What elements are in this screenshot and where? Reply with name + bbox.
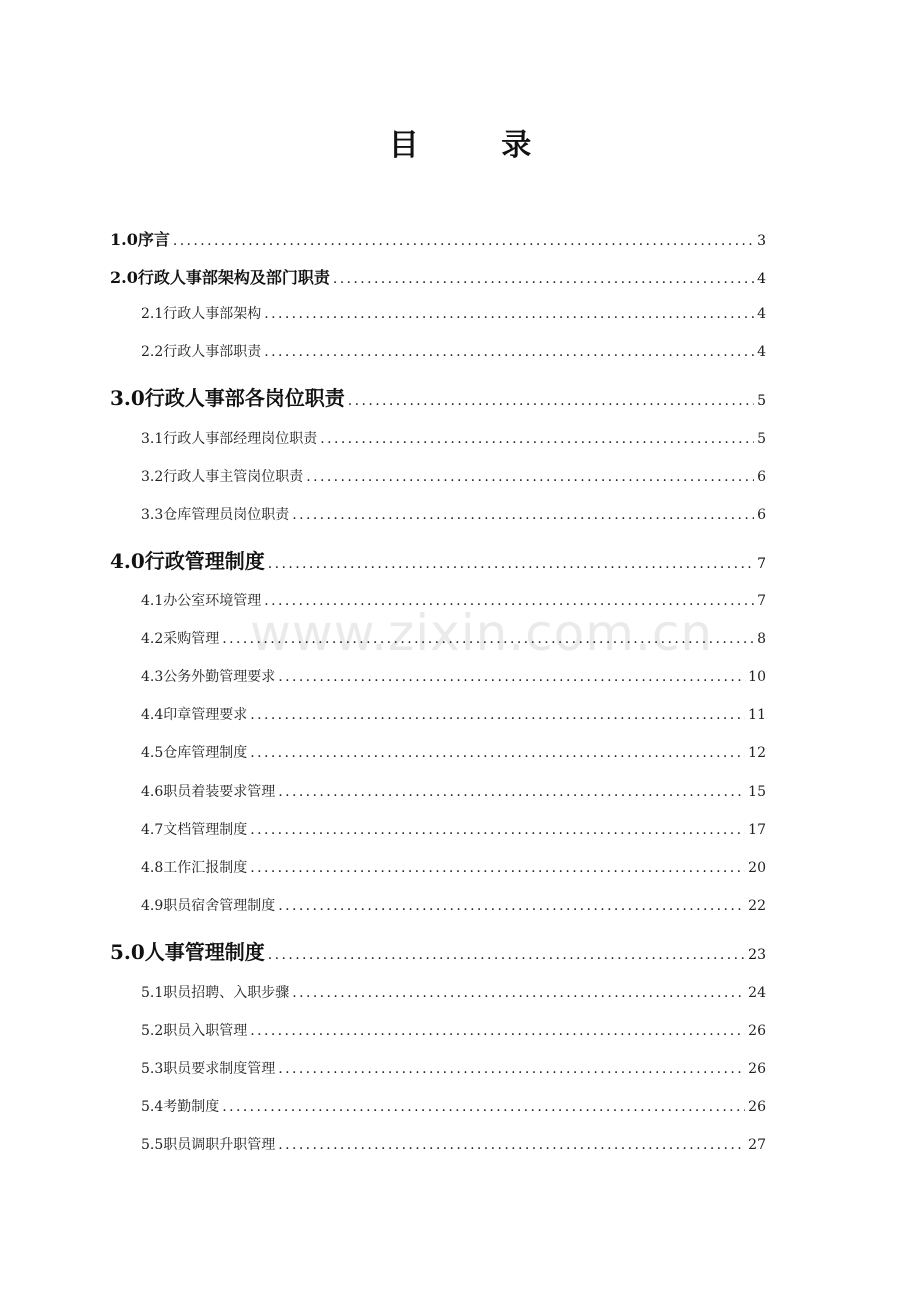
toc-leader xyxy=(250,1023,745,1039)
toc-label: 公务外勤管理要求 xyxy=(163,669,276,685)
toc-number: 5.4 xyxy=(141,1099,164,1115)
toc-number: 5.5 xyxy=(141,1137,164,1153)
toc-label: 考勤制度 xyxy=(163,1099,220,1115)
toc-label: 工作汇报制度 xyxy=(163,860,248,876)
toc-number: 4.7 xyxy=(141,822,164,838)
toc-leader xyxy=(268,556,754,572)
toc-label: 仓库管理制度 xyxy=(163,745,248,761)
toc-leader xyxy=(278,898,745,914)
toc-page-number: 26 xyxy=(748,1061,766,1077)
toc-label: 职员入职管理 xyxy=(163,1023,248,1039)
toc-number: 4.4 xyxy=(141,707,164,723)
toc-label: 仓库管理员岗位职责 xyxy=(163,507,290,523)
toc-leader xyxy=(250,745,745,761)
toc-page-number: 5 xyxy=(757,393,766,409)
toc-entry-5-0[interactable] xyxy=(110,936,766,965)
toc-number: 4.9 xyxy=(141,898,164,914)
toc-number: 4.5 xyxy=(141,745,164,761)
toc-leader xyxy=(264,593,754,609)
toc-number: 5.1 xyxy=(141,985,164,1001)
toc-leader xyxy=(268,947,745,963)
toc-page-number: 6 xyxy=(757,507,766,523)
toc-entry-4-3[interactable] xyxy=(141,666,766,686)
toc-page-number: 10 xyxy=(748,669,766,685)
toc-leader xyxy=(222,1099,745,1115)
toc-label: 职员宿舍管理制度 xyxy=(163,898,276,914)
toc-page-number: 7 xyxy=(757,593,766,609)
toc-number: 4.3 xyxy=(141,669,164,685)
toc-label: 印章管理要求 xyxy=(163,707,248,723)
toc-leader xyxy=(264,344,754,360)
toc-label: 行政人事部架构及部门职责 xyxy=(137,268,330,287)
toc-page-number: 4 xyxy=(757,271,766,287)
toc-label: 行政人事主管岗位职责 xyxy=(163,469,304,485)
toc-number: 4.6 xyxy=(141,784,164,800)
toc-label: 职员着装要求管理 xyxy=(163,784,276,800)
toc-page-number: 8 xyxy=(757,631,766,647)
toc-number: 3.0 xyxy=(110,386,145,410)
toc-page-number: 4 xyxy=(757,306,766,322)
toc-label: 行政管理制度 xyxy=(144,549,265,573)
toc-label: 行政人事部职责 xyxy=(163,344,262,360)
document-title: 目 录 xyxy=(388,128,568,163)
toc-page-number: 4 xyxy=(757,344,766,360)
toc-label: 职员要求制度管理 xyxy=(163,1061,276,1077)
toc-entry-5-5[interactable] xyxy=(141,1134,766,1154)
toc-leader xyxy=(222,631,754,647)
toc-label: 采购管理 xyxy=(163,631,220,647)
toc-page-number: 11 xyxy=(748,707,766,723)
toc-number: 4.0 xyxy=(110,549,145,573)
toc-leader xyxy=(292,507,754,523)
toc-entry-3-1[interactable] xyxy=(141,428,766,448)
toc-label: 职员调职升职管理 xyxy=(163,1137,276,1153)
toc-entry-5-4[interactable] xyxy=(141,1096,766,1116)
toc-entry-4-8[interactable] xyxy=(141,857,766,877)
toc-entry-4-2[interactable] xyxy=(141,628,766,648)
toc-entry-3-0[interactable] xyxy=(110,382,766,411)
watermark: www.zixin.com.cn xyxy=(250,604,714,662)
toc-number: 5.0 xyxy=(110,940,145,964)
toc-entry-3-2[interactable] xyxy=(141,466,766,486)
toc-leader xyxy=(250,822,745,838)
toc-entry-4-5[interactable] xyxy=(141,742,766,762)
toc-number: 4.1 xyxy=(141,593,164,609)
toc-leader xyxy=(348,393,754,409)
toc-leader xyxy=(320,431,754,447)
toc-label: 职员招聘、入职步骤 xyxy=(163,985,290,1001)
toc-page-number: 26 xyxy=(748,1023,766,1039)
toc-entry-4-9[interactable] xyxy=(141,895,766,915)
toc-leader xyxy=(278,1061,745,1077)
toc-entry-2-0[interactable] xyxy=(110,265,766,288)
toc-page-number: 22 xyxy=(748,898,766,914)
toc-page-number: 27 xyxy=(748,1137,766,1153)
toc-entry-4-6[interactable] xyxy=(141,781,766,801)
toc-number: 2.1 xyxy=(141,306,164,322)
toc-page-number: 7 xyxy=(757,556,766,572)
toc-entry-3-3[interactable] xyxy=(141,504,766,524)
toc-entry-4-4[interactable] xyxy=(141,704,766,724)
toc-leader xyxy=(264,306,754,322)
toc-leader xyxy=(278,784,745,800)
toc-label: 文档管理制度 xyxy=(163,822,248,838)
toc-entry-5-2[interactable] xyxy=(141,1020,766,1040)
toc-number: 4.8 xyxy=(141,860,164,876)
toc-leader xyxy=(173,233,754,249)
toc-page-number: 12 xyxy=(748,745,766,761)
toc-page-number: 26 xyxy=(748,1099,766,1115)
toc-page-number: 17 xyxy=(748,822,766,838)
toc-entry-4-7[interactable] xyxy=(141,819,766,839)
toc-page-number: 6 xyxy=(757,469,766,485)
toc-leader xyxy=(292,985,745,1001)
toc-label: 序言 xyxy=(137,230,170,249)
toc-leader xyxy=(278,669,745,685)
toc-number: 5.2 xyxy=(141,1023,164,1039)
toc-number: 3.1 xyxy=(141,431,164,447)
toc-label: 行政人事部各岗位职责 xyxy=(144,386,345,410)
toc-entry-4-0[interactable] xyxy=(110,545,766,574)
toc-number: 2.2 xyxy=(141,344,164,360)
toc-label: 人事管理制度 xyxy=(144,940,265,964)
toc-leader xyxy=(333,271,754,287)
toc-number: 1.0 xyxy=(110,230,138,249)
toc-leader xyxy=(278,1137,745,1153)
toc-page-number: 3 xyxy=(757,233,766,249)
toc-number: 3.3 xyxy=(141,507,164,523)
toc-entry-5-3[interactable] xyxy=(141,1058,766,1078)
toc-page-number: 24 xyxy=(748,985,766,1001)
toc-leader xyxy=(250,707,745,723)
toc-leader xyxy=(250,860,745,876)
toc-page-number: 23 xyxy=(748,947,766,963)
toc-entry-2-2[interactable] xyxy=(141,341,766,361)
toc-page-number: 5 xyxy=(757,431,766,447)
toc-number: 3.2 xyxy=(141,469,164,485)
toc-number: 2.0 xyxy=(110,268,138,287)
toc-entry-5-1[interactable] xyxy=(141,982,766,1002)
toc-number: 4.2 xyxy=(141,631,164,647)
toc-number: 5.3 xyxy=(141,1061,164,1077)
toc-label: 行政人事部经理岗位职责 xyxy=(163,431,318,447)
toc-label: 行政人事部架构 xyxy=(163,306,262,322)
toc-label: 办公室环境管理 xyxy=(163,593,262,609)
toc-entry-4-1[interactable] xyxy=(141,590,766,610)
toc-entry-2-1[interactable] xyxy=(141,303,766,323)
toc-page-number: 20 xyxy=(748,860,766,876)
toc-leader xyxy=(306,469,754,485)
toc-entry-1-0[interactable] xyxy=(110,227,766,250)
toc-page-number: 15 xyxy=(748,784,766,800)
